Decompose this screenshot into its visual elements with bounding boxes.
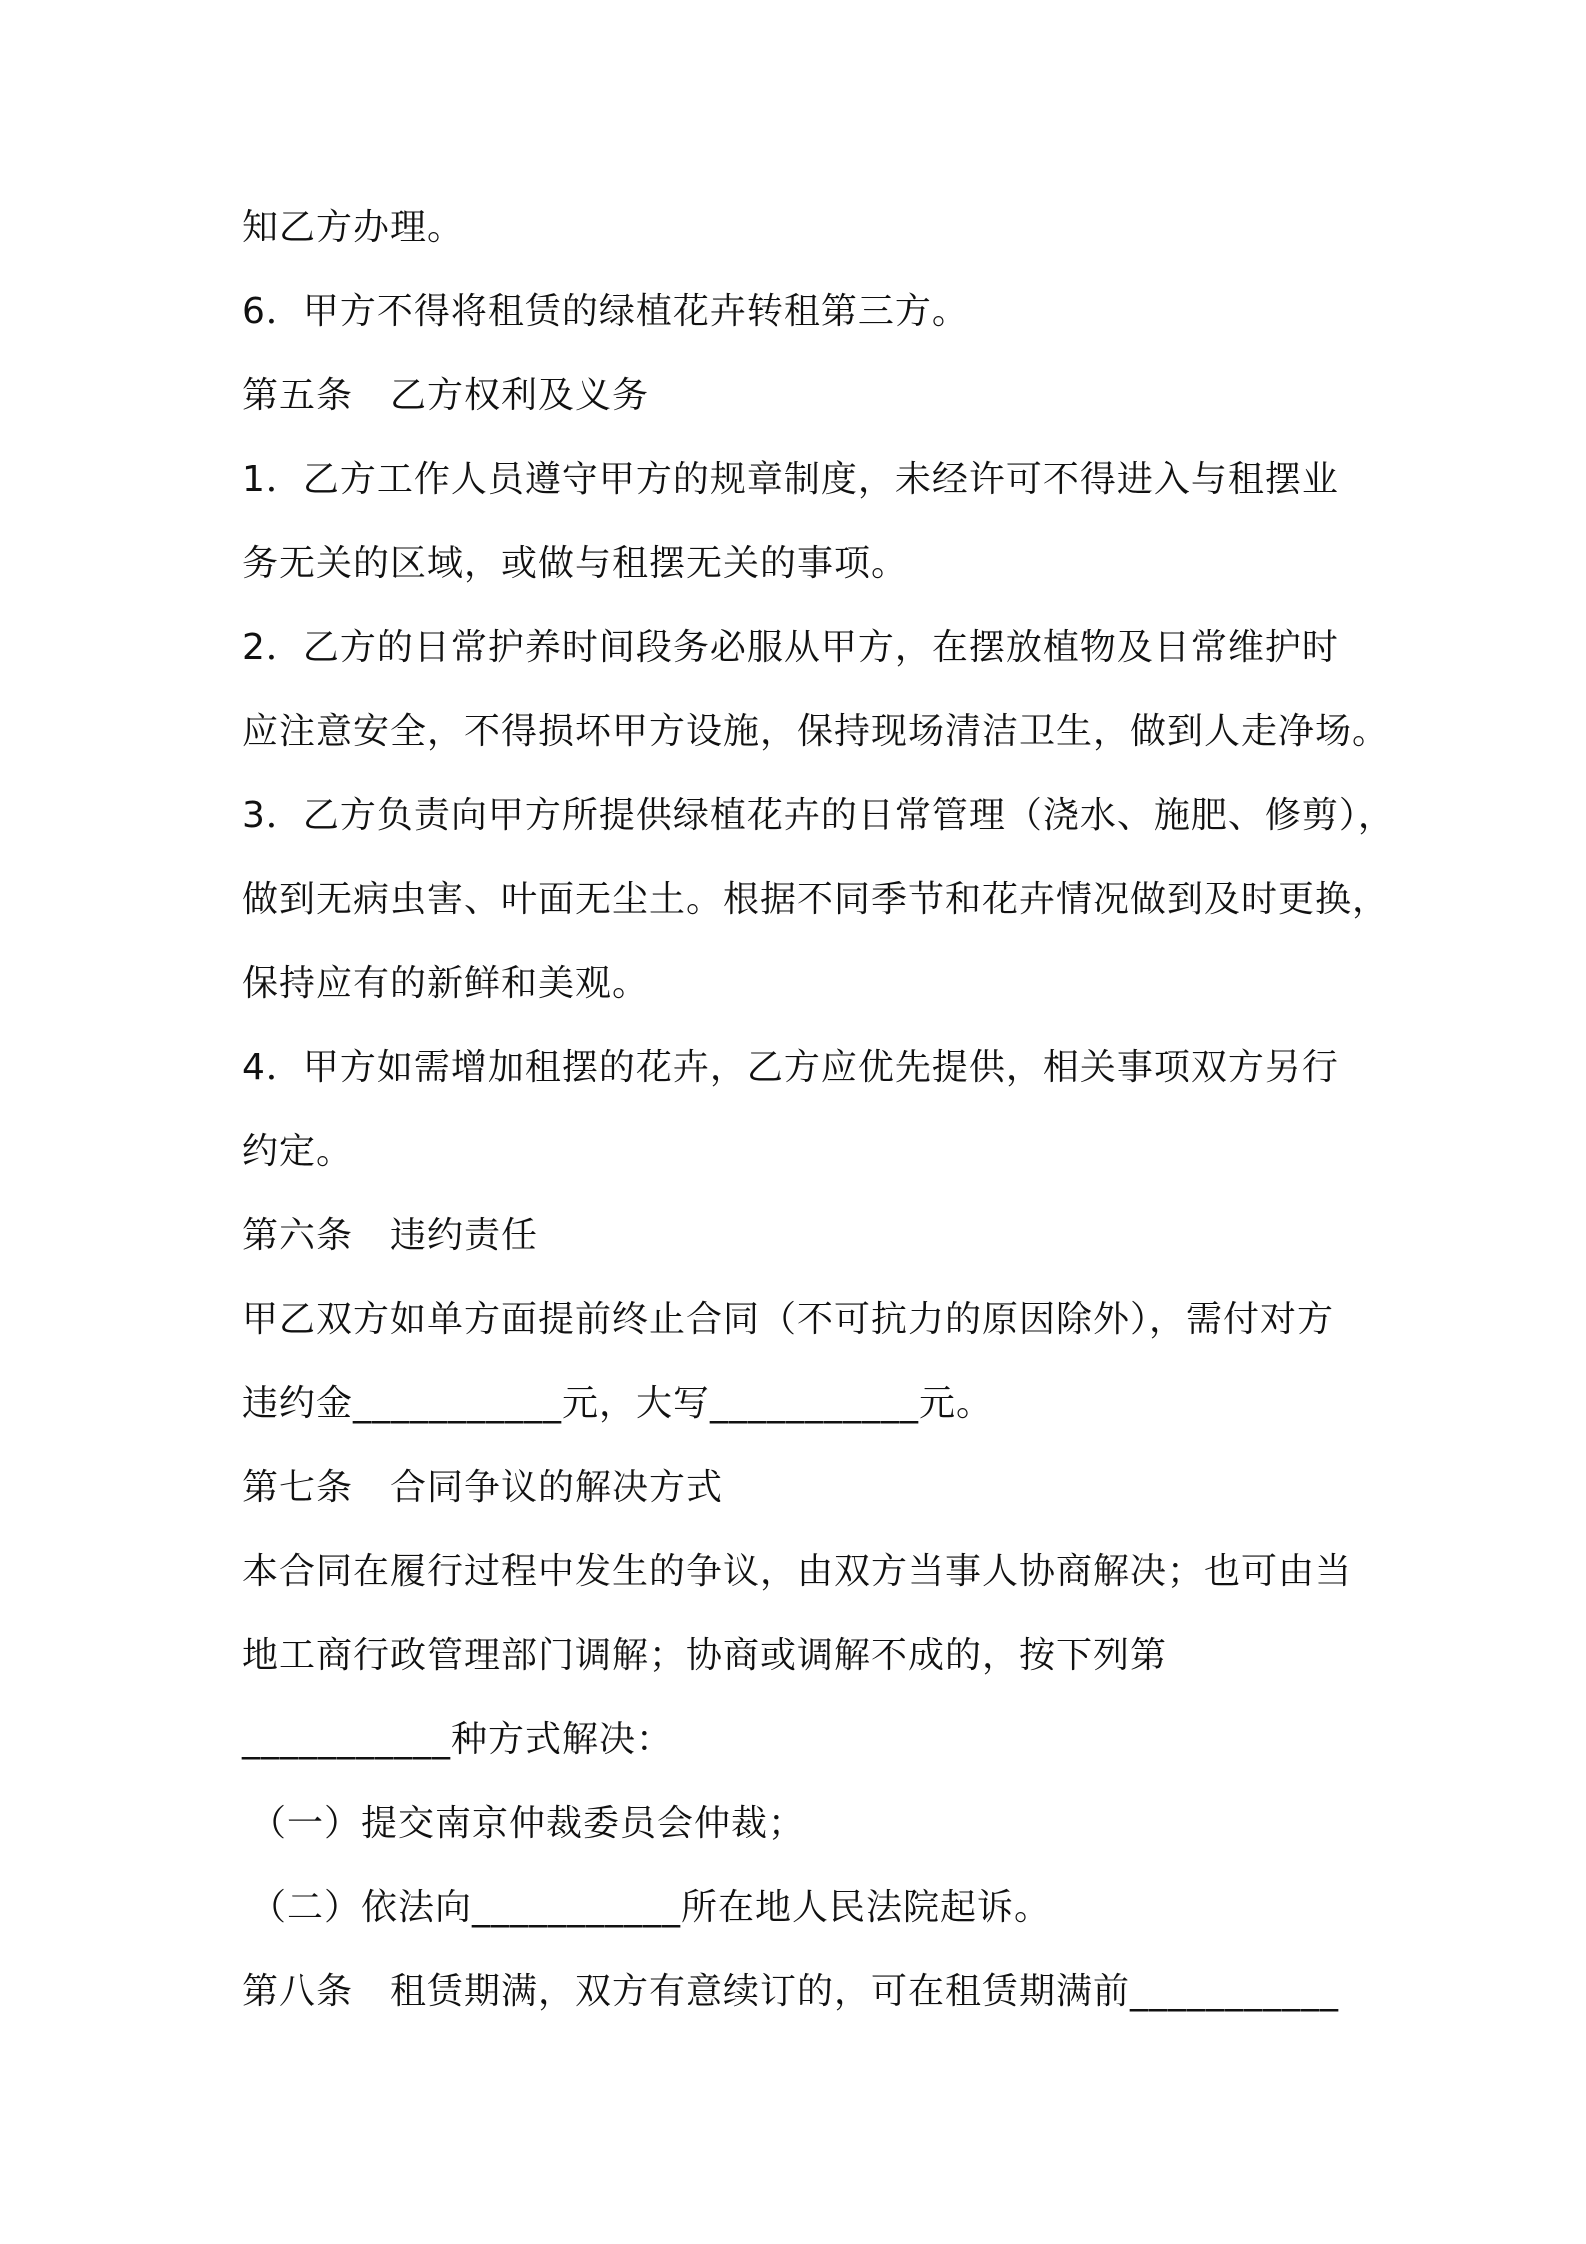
article-6-text-line-2: 违约金___________元，大写___________元。	[242, 1383, 994, 1424]
article-5-item-3-line-2: 做到无病虫害、叶面无尘土。根据不同季节和花卉情况做到及时更换，	[242, 879, 1390, 920]
article-5-item-2-line-2: 应注意安全，不得损坏甲方设施，保持现场清洁卫生，做到人走净场。	[242, 711, 1390, 752]
article-5-item-4-line-1: 4．甲方如需增加租摆的花卉，乙方应优先提供，相关事项双方另行	[242, 1047, 1339, 1088]
article-6-text-line-1: 甲乙双方如单方面提前终止合同（不可抗力的原因除外），需付对方	[242, 1299, 1335, 1340]
article-5-item-3-line-1: 3．乙方负责向甲方所提供绿植花卉的日常管理（浇水、施肥、修剪），	[242, 795, 1395, 836]
article-5-item-1-line-2: 务无关的区域，或做与租摆无关的事项。	[242, 543, 909, 584]
article-7-text-line-1: 本合同在履行过程中发生的争议，由双方当事人协商解决；也可由当	[242, 1551, 1353, 1592]
clause-4-item-6: 6．甲方不得将租赁的绿植花卉转租第三方。	[242, 291, 969, 332]
article-7-text-line-3: ___________种方式解决：	[242, 1719, 674, 1760]
article-8-text-line-1: 第八条 租赁期满，双方有意续订的，可在租赁期满前___________	[242, 1971, 1340, 2012]
text-line-1: 知乙方办理。	[242, 207, 465, 248]
article-5-item-4-line-2: 约定。	[242, 1131, 354, 1172]
article-5-heading: 第五条 乙方权利及义务	[242, 375, 650, 416]
article-5-item-1-line-1: 1．乙方工作人员遵守甲方的规章制度，未经许可不得进入与租摆业	[242, 459, 1339, 500]
article-5-item-3-line-3: 保持应有的新鲜和美观。	[242, 963, 650, 1004]
article-7-heading: 第七条 合同争议的解决方式	[242, 1467, 724, 1508]
article-7-text-line-2: 地工商行政管理部门调解；协商或调解不成的，按下列第	[242, 1635, 1168, 1676]
document-body	[242, 198, 1395, 2046]
article-7-option-1: （一）提交南京仲裁委员会仲裁；	[250, 1803, 806, 1844]
article-7-option-2: （二）依法向___________所在地人民法院起诉。	[250, 1887, 1052, 1928]
article-6-heading: 第六条 违约责任	[242, 1215, 539, 1256]
article-5-item-2-line-1: 2．乙方的日常护养时间段务必服从甲方，在摆放植物及日常维护时	[242, 627, 1339, 668]
